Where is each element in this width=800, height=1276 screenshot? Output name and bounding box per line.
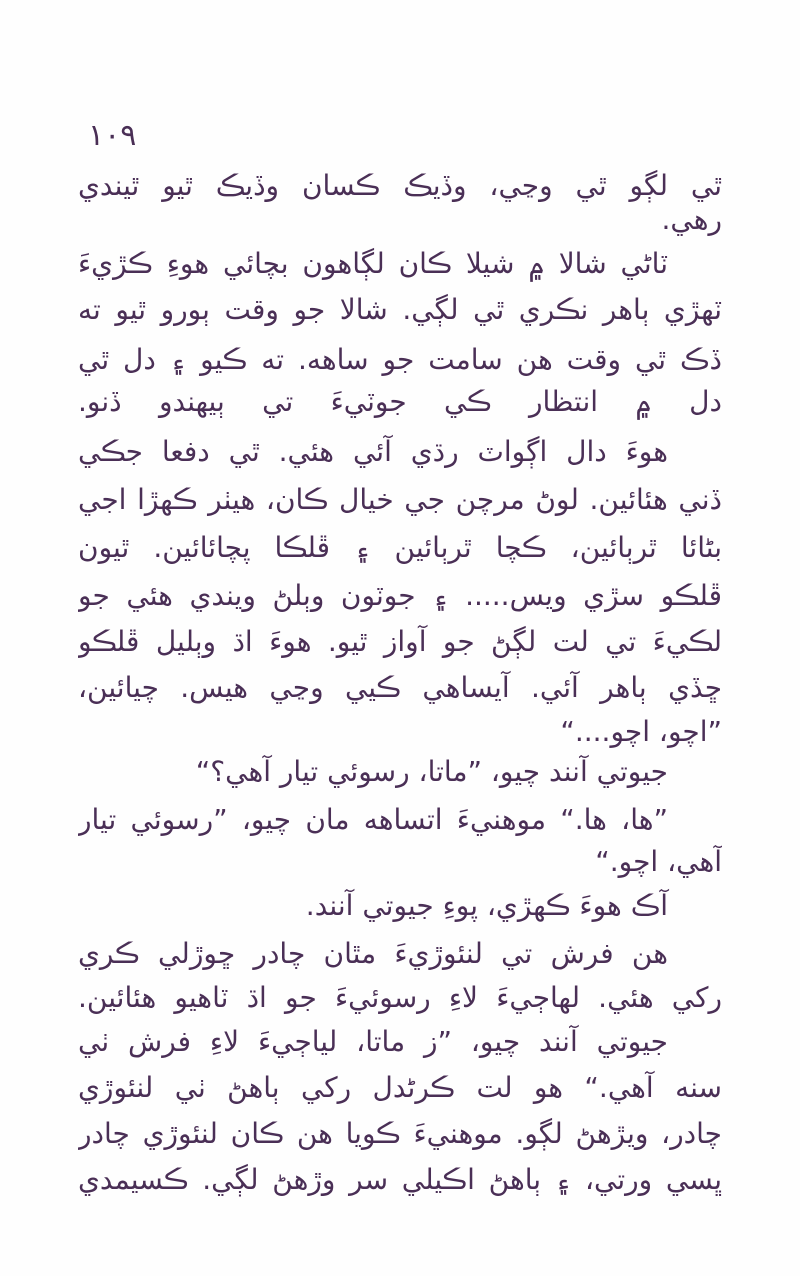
text-line-13: ”اچو، اچو....“ (560, 715, 722, 748)
text-line-23: ڀسي ورتي، ۽ ٻاهڻ اڪيلي سر وڙهڻ لڳي. ڪسيمدي (78, 1163, 722, 1196)
page-number: ١٠٩ (88, 118, 137, 153)
text-line-1: ٿي لڳو ٿي وڃي، وڏيڪ ڪسان وڏيڪ ٿيو ٿيندي (78, 169, 722, 202)
text-line-7: هوءَ دال اڳواٽ رڌي آئي هئي. ٿي دفعا جڪي (78, 435, 668, 468)
text-line-9: بڻائا ٿرٻائين، ڪچا ٿرٻائين ۽ ڦلڪا پچائائين. ٿيون (78, 531, 722, 564)
text-line-18: هن فرش تي لنئوڙيءَ مٿان چادر ڇوڙلي ڪري (78, 937, 668, 970)
text-line-8: ڏني هئائين. لوڻ مرچن جي خيال ڪان، هيٺر ڪهڙا اجي (78, 483, 722, 516)
text-line-3: ٽاڻي شالا ۾ شيلا ڪان لڳاهون بچائي هوءِ ڪڙيءَ (78, 247, 668, 280)
text-line-10: ڦلڪو سڙي ويس..... ۽ جوٽون وٻلڻ ويندي هئي جو (78, 579, 722, 612)
text-line-19: رکي هئي. لهاڄيءَ لاءِ رسوئيءَ جو اڌ ٽاهيو هئائين. (78, 981, 722, 1014)
text-line-4: ٽهڙي ٻاهر نڪري ٿي لڳي. شالا جو وقت ٻورو ٿيو ته (78, 293, 722, 326)
text-line-16: آهي، اچو.“ (595, 845, 722, 878)
text-line-21: سنه آهي.“ هو لت ڪرڻدل رکي ٻاهڻ ٺي لنئوڙي (78, 1071, 722, 1104)
text-line-15: ”ها، ها.“ موهنيءَ اتساهه مان چيو، ”رسوئي تيار (78, 803, 668, 836)
text-line-22: چادر، ويڙهڻ لڳو. موهنيءَ ڪويا هن ڪان لنئوڙي چادر (78, 1117, 722, 1150)
text-line-14: جيوتي آنند چيو، ”ماتا، رسوئي تيار آهي؟“ (195, 755, 668, 788)
text-line-2: رهي. (661, 203, 722, 236)
text-line-5: ڏڪ ٿي وقت هن سامت جو ساهه. ته ڪيو ۽ دل ٿي (78, 343, 722, 376)
text-line-11: لڪيءَ تي لت لڳڻ جو آواز ٿيو. هوءَ اڌ وٻليل ڦلڪو (78, 625, 722, 658)
text-line-20: جيوتي آنند چيو، ”ز ماتا، لياڄيءَ لاءِ فرش ٺي (78, 1025, 668, 1058)
text-line-12: ڇڏي ٻاهر آئي. آيساهي ڪيي وڃي هيس. چيائين، (78, 671, 722, 704)
text-line-17: آڪ هوءَ ڪهڙي، پوءِ جيوتي آنند. (305, 889, 668, 922)
text-line-6: دل ۾ انتظار ڪي جوٽيءَ تي ٻيهندو ڏنو. (78, 385, 722, 418)
